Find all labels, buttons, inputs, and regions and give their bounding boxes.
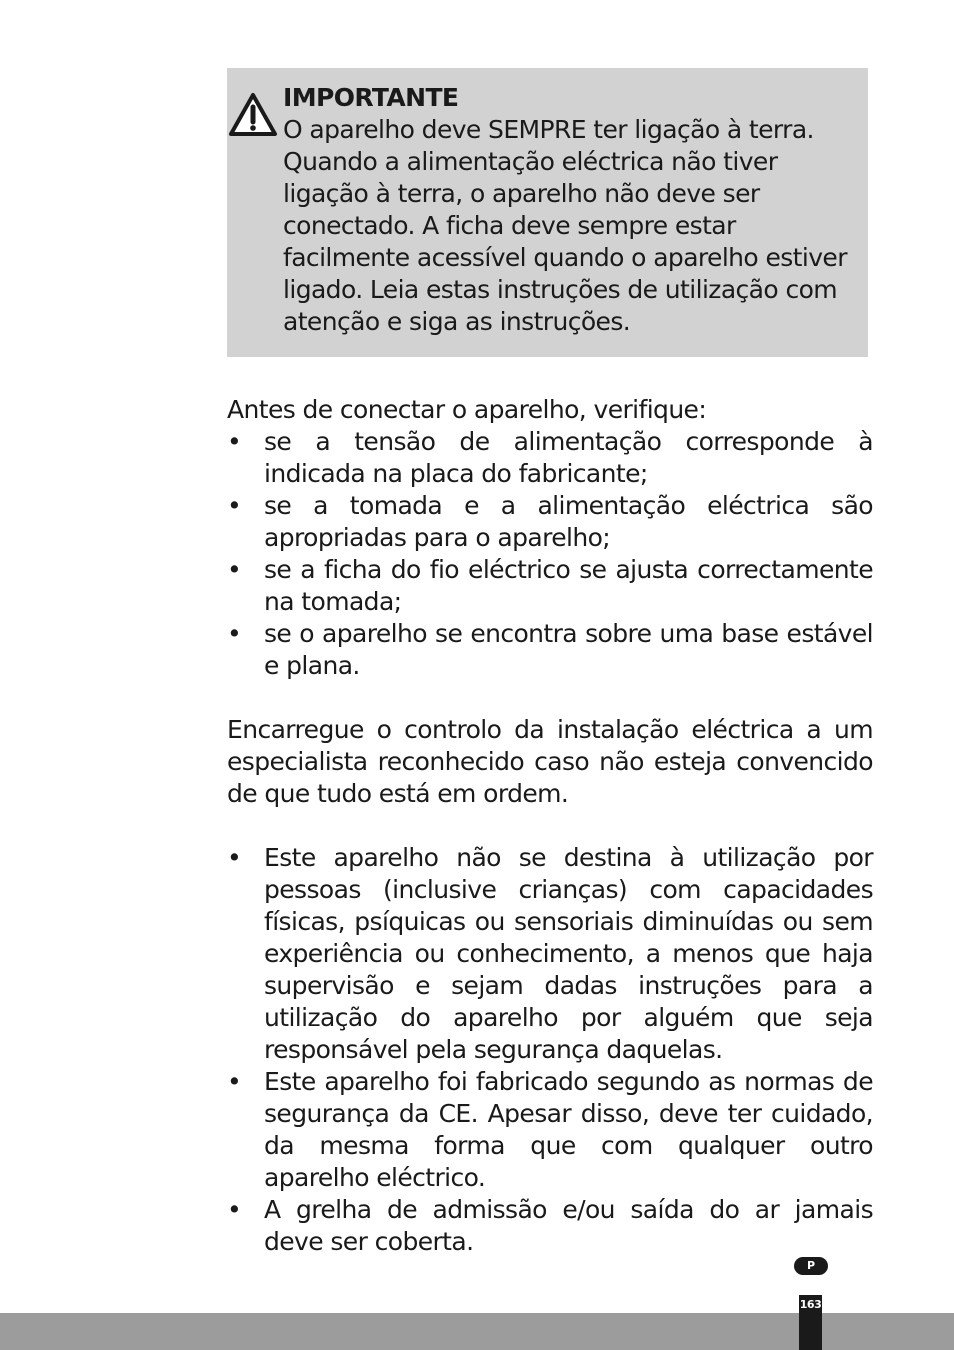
- list-item: • se o aparelho se encontra sobre uma base estável e plana.: [227, 618, 873, 682]
- check-list: [227, 426, 873, 682]
- page-number: 163: [799, 1298, 822, 1311]
- list-item: • se a ficha do fio eléctrico se ajusta correctamente na tomada;: [227, 554, 873, 618]
- list-item: • se a tomada e a alimentação eléctrica são apropriadas para o aparelho;: [227, 490, 873, 554]
- list-item: • A grelha de admissão e/ou saída do ar jamais deve ser coberta.: [227, 1194, 873, 1258]
- warning-box: [227, 68, 868, 357]
- list-item: • Este aparelho foi fabricado segundo as normas de segurança da CE. Apesar disso, deve ter cuidado, da mesma forma que com qualquer outro aparelho eléctrico.: [227, 1066, 873, 1194]
- main-content: [227, 394, 873, 1258]
- check-intro: Antes de conectar o aparelho, verifique:: [227, 395, 707, 424]
- language-badge: P: [794, 1257, 828, 1275]
- warning-text: [283, 82, 863, 338]
- list-item: • Este aparelho não se destina à utilização por pessoas (inclusive crianças) com capacidades físicas, psíquicas ou sensoriais diminuídas ou sem experiência ou conhecimento, a menos que haja supervisão e sejam dadas instruções para a utilização do aparelho por alguém que seja responsável pela segurança daquelas.: [227, 842, 873, 1066]
- list-item: • se a tensão de alimentação corresponde à indicada na placa do fabricante;: [227, 426, 873, 490]
- warning-body: O aparelho deve SEMPRE ter ligação à terra. Quando a alimentação eléctrica não tiver ligação à terra, o aparelho não deve ser conectado. A ficha deve sempre estar facilmente acessível quando o aparelho estiver ligado. Leia estas instruções de utilização com atenção e siga as instruções.: [283, 115, 847, 336]
- page-number-tab: [799, 1295, 822, 1350]
- safety-list: [227, 842, 873, 1258]
- warning-title: IMPORTANTE: [283, 83, 459, 112]
- installation-paragraph: Encarregue o controlo da instalação eléctrica a um especialista reconhecido caso não esteja convencido de que tudo está em ordem.: [227, 715, 873, 808]
- warning-triangle-icon: [228, 92, 278, 138]
